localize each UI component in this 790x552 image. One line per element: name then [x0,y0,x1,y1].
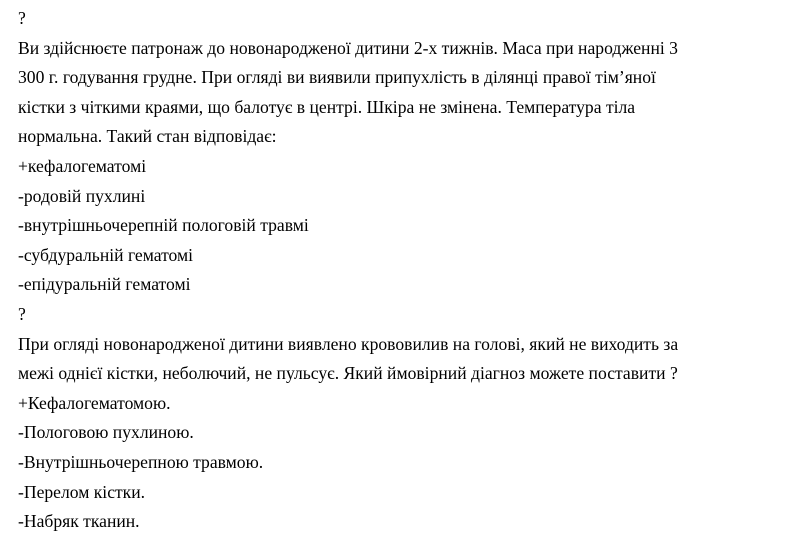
answer-option: -субдуральній гематомі [18,244,194,265]
question-marker: ? [18,8,26,28]
answer-options [18,152,776,300]
answer-option: -Внутрішньочерепною травмою. [18,451,264,472]
question-stem-line: 300 г. годування грудне. При огляді ви виявили припухлість в ділянці правої тім’яної [18,67,656,88]
answer-option: -внутрішньочерепній пологовій травмі [18,215,309,236]
question-stem-line: кістки з чіткими краями, що балотує в центрі. Шкіра не змінена. Температура тіла [18,96,636,117]
question-stem [18,330,776,389]
answer-options [18,389,776,537]
question-stem-line: межі однієї кістки, неболючий, не пульсує. Який ймовірний діагноз можете поставити ? [18,363,678,384]
question-stem-line: При огляді новонародженої дитини виявлено крововилив на голові, який не виходить за [18,333,679,354]
question-stem-line: нормальна. Такий стан відповідає: [18,126,277,147]
question-stem-line: Ви здійснюєте патронаж до новонародженої дитини 2-х тижнів. Маса при народженні 3 [18,37,678,58]
question-stem [18,34,776,152]
answer-option: -епідуральній гематомі [18,274,191,295]
answer-option: -Пологовою пухлиною. [18,422,194,443]
answer-option: -Перелом кістки. [18,481,146,502]
answer-option: -Набряк тканин. [18,511,140,532]
question-1 [18,4,776,300]
question-2 [18,300,776,537]
answer-option-correct: +кефалогематомі [18,155,147,176]
answer-option-correct: +Кефалогематомою. [18,392,171,413]
question-marker: ? [18,303,26,324]
answer-option: -родовій пухлині [18,185,146,206]
